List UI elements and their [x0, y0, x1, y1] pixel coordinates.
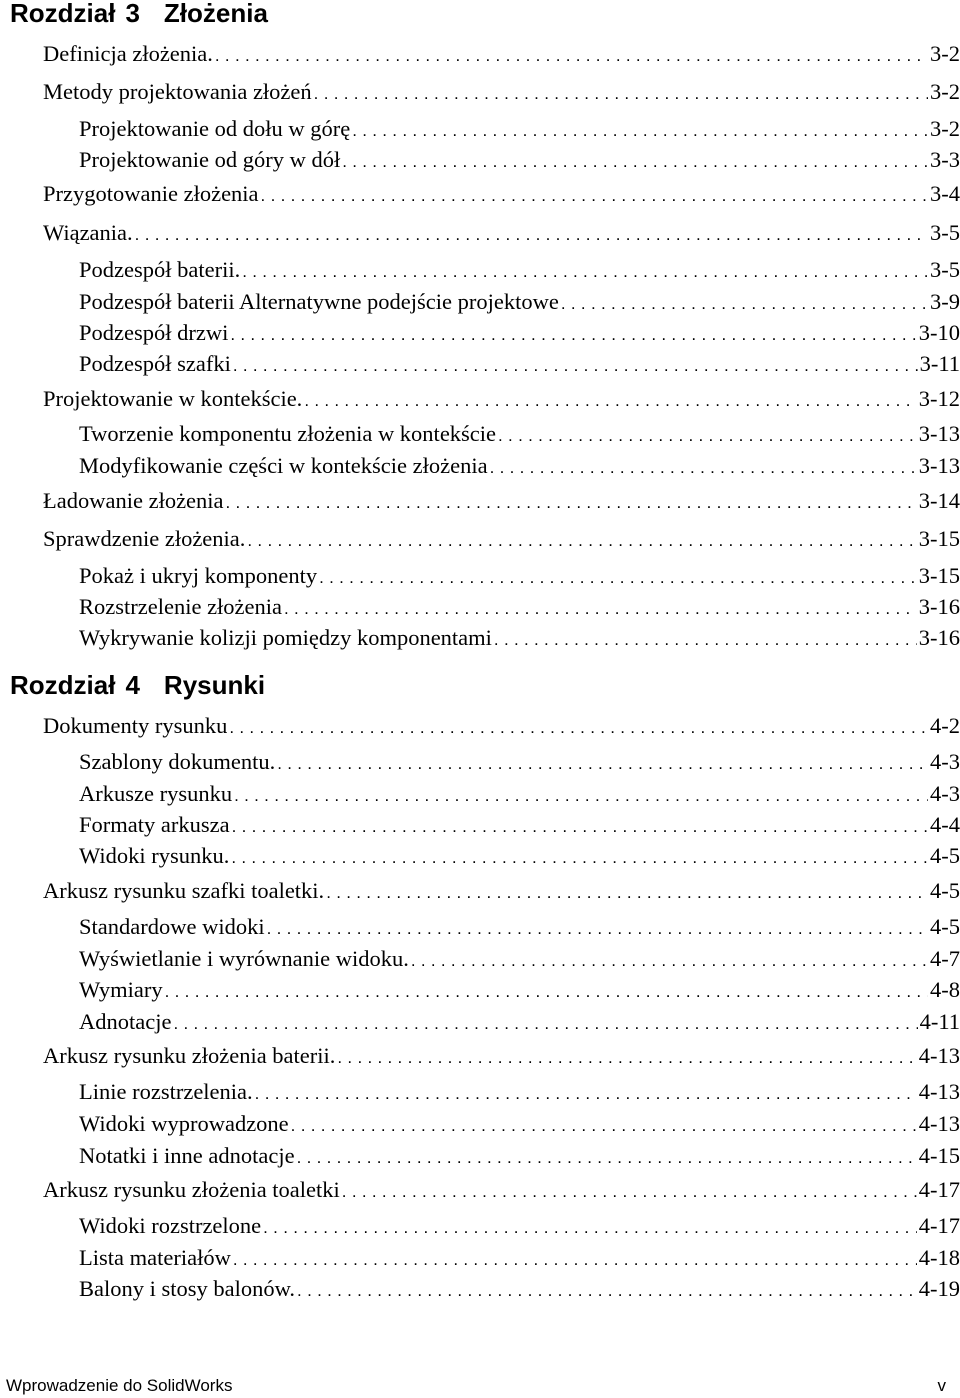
toc-entry[interactable] [79, 319, 960, 349]
footer-book-title: Wprowadzenie do SolidWorks [6, 1376, 233, 1395]
toc-entry-page: 3-3 [930, 147, 960, 172]
toc-entry-label: Podzespół drzwi [79, 320, 229, 345]
toc-entry-label: Lista materiałów [79, 1245, 231, 1270]
toc-entry-page: 4-17 [918, 1213, 960, 1238]
toc-entry[interactable] [79, 1212, 960, 1242]
toc-entry-label: Podzespół baterii Alternatywne podejście projektowe [79, 289, 559, 314]
toc-entry[interactable] [79, 562, 960, 592]
toc-entry[interactable] [79, 624, 960, 654]
toc-entry[interactable] [43, 525, 960, 555]
toc-entry-label: Dokumenty rysunku [43, 713, 228, 738]
dot-leader [263, 1214, 917, 1242]
toc-entry-label: Wyświetlanie i wyrównanie widoku. [79, 946, 409, 971]
toc-entry-page: 3-2 [930, 41, 960, 66]
toc-entry[interactable] [79, 976, 960, 1006]
dot-leader [135, 221, 928, 249]
dot-leader [337, 1044, 916, 1072]
toc-entry-label: Metody projektowania złożeń [43, 79, 312, 104]
toc-entry[interactable] [79, 1244, 960, 1274]
dot-leader [242, 258, 928, 286]
toc-entry-label: Projektowanie od góry w dół [79, 147, 341, 172]
toc-entry-page: 3-15 [918, 563, 960, 588]
toc-entry-label: Adnotacje [79, 1009, 172, 1034]
toc-entry-label: Podzespół baterii. [79, 257, 241, 282]
toc-entry-label: Definicja złożenia. [43, 41, 213, 66]
toc-entry[interactable] [79, 1275, 960, 1305]
toc-entry-label: Tworzenie komponentu złożenia w kontekście [79, 421, 497, 446]
toc-entry-page: 4-13 [918, 1079, 960, 1104]
toc-entry-label: Notatki i inne adnotacje [79, 1143, 295, 1168]
dot-leader [173, 1010, 917, 1038]
toc-entry[interactable] [79, 256, 960, 286]
toc-entry-label: Arkusze rysunku [79, 781, 233, 806]
toc-entry[interactable] [79, 945, 960, 975]
dot-leader [291, 1112, 917, 1140]
dot-leader [165, 978, 928, 1006]
toc-entry-label: Arkusz rysunku szafki toaletki. [43, 878, 325, 903]
toc-entry-label: Wymiary [79, 977, 163, 1002]
toc-entry-label: Szablony dokumentu. [79, 749, 276, 774]
toc-entry-label: Arkusz rysunku złożenia toaletki [43, 1177, 340, 1202]
chapter-title: Złożenia [163, 0, 268, 28]
toc-entry[interactable] [79, 420, 960, 450]
toc-entry-label: Wykrywanie kolizji pomiędzy komponentami [79, 625, 492, 650]
toc-entry-label: Formaty arkusza [79, 812, 230, 837]
toc-entry[interactable] [43, 1176, 960, 1206]
toc-entry-page: 4-13 [918, 1043, 960, 1068]
dot-leader [261, 182, 928, 210]
toc-entry[interactable] [43, 40, 960, 70]
chapter-number: 3 [125, 0, 140, 28]
toc-entry[interactable] [79, 593, 960, 623]
chapter-title: Rysunki [163, 670, 266, 700]
toc-entry-page: 4-11 [919, 1009, 960, 1034]
toc-entry[interactable] [79, 1110, 960, 1140]
toc-entry[interactable] [43, 219, 960, 249]
toc-entry-page: 4-18 [918, 1245, 960, 1270]
toc-entry-label: Projektowanie w kontekście. [43, 386, 303, 411]
dot-leader [231, 844, 928, 872]
dot-leader [267, 915, 928, 943]
toc-entry-label: Projektowanie od dołu w górę [79, 116, 351, 141]
dot-leader [342, 148, 928, 176]
chapter-heading [10, 0, 268, 28]
toc-entry[interactable] [79, 115, 960, 145]
toc-entry-label: Rozstrzelenie złożenia [79, 594, 283, 619]
toc-entry-label: Podzespół szafki [79, 351, 231, 376]
toc-entry-page: 4-3 [930, 749, 960, 774]
toc-entry-page: 3-2 [930, 116, 960, 141]
dot-leader [314, 80, 928, 108]
toc-entry-page: 4-5 [930, 914, 960, 939]
toc-entry[interactable] [43, 180, 960, 210]
toc-entry-label: Widoki wyprowadzone [79, 1111, 289, 1136]
toc-entry-label: Sprawdzenie złożenia. [43, 526, 246, 551]
toc-entry-page: 4-19 [918, 1276, 960, 1301]
dot-leader [229, 714, 928, 742]
toc-entry-page: 4-7 [930, 946, 960, 971]
toc-entry-page: 4-15 [918, 1143, 960, 1168]
dot-leader [498, 422, 917, 450]
toc-entry[interactable] [79, 842, 960, 872]
toc-entry-page: 3-14 [918, 488, 960, 513]
dot-leader [226, 489, 917, 517]
toc-entry-page: 4-5 [930, 878, 960, 903]
chapter-heading [10, 670, 265, 700]
dot-leader [297, 1144, 917, 1172]
toc-entry[interactable] [43, 487, 960, 517]
toc-entry-page: 3-16 [918, 594, 960, 619]
toc-entry-page: 3-11 [919, 351, 960, 376]
dot-leader [215, 42, 928, 70]
toc-entry[interactable] [79, 1142, 960, 1172]
dot-leader [247, 527, 916, 555]
dot-leader [284, 595, 917, 623]
dot-leader [319, 564, 917, 592]
toc-entry-page: 4-2 [930, 713, 960, 738]
dot-leader [326, 879, 928, 907]
toc-entry-page: 3-10 [918, 320, 960, 345]
dot-leader [232, 813, 928, 841]
toc-entry-label: Pokaż i ukryj komponenty [79, 563, 318, 588]
toc-entry-page: 4-4 [930, 812, 960, 837]
toc-entry[interactable] [43, 712, 960, 742]
toc-entry-page: 4-13 [918, 1111, 960, 1136]
toc-entry-label: Standardowe widoki [79, 914, 265, 939]
toc-entry-label: Linie rozstrzelenia. [79, 1079, 253, 1104]
dot-leader [234, 782, 928, 810]
toc-entry-label: Wiązania. [43, 220, 133, 245]
toc-entry-label: Ładowanie złożenia [43, 488, 224, 513]
toc-entry[interactable] [43, 877, 960, 907]
toc-entry-label: Przygotowanie złożenia [43, 181, 259, 206]
toc-entry-label: Balony i stosy balonów. [79, 1276, 296, 1301]
toc-entry[interactable] [79, 780, 960, 810]
toc-entry-page: 3-13 [918, 453, 960, 478]
dot-leader [255, 1080, 917, 1108]
dot-leader [277, 750, 928, 778]
toc-entry[interactable] [79, 452, 960, 482]
toc-entry-label: Widoki rozstrzelone [79, 1213, 262, 1238]
chapter-label: Rozdział [10, 670, 116, 700]
toc-entry[interactable] [79, 913, 960, 943]
toc-entry-label: Arkusz rysunku złożenia baterii. [43, 1043, 336, 1068]
toc-entry-page: 3-5 [930, 220, 960, 245]
toc-entry-page: 4-17 [918, 1177, 960, 1202]
dot-leader [561, 290, 928, 318]
toc-entry[interactable] [79, 1008, 960, 1038]
chapter-number: 4 [125, 670, 140, 700]
toc-entry[interactable] [79, 146, 960, 176]
dot-leader [411, 947, 928, 975]
toc-entry[interactable] [79, 748, 960, 778]
toc-entry-page: 4-8 [930, 977, 960, 1002]
toc-entry[interactable] [79, 288, 960, 318]
toc-entry[interactable] [43, 1042, 960, 1072]
toc-entry[interactable] [79, 811, 960, 841]
toc-entry[interactable] [79, 1078, 960, 1108]
dot-leader [494, 626, 917, 654]
dot-leader [230, 321, 916, 349]
toc-entry[interactable] [43, 385, 960, 415]
toc-entry[interactable] [43, 78, 960, 108]
toc-entry-page: 3-13 [918, 421, 960, 446]
toc-entry-page: 4-5 [930, 843, 960, 868]
toc-entry-page: 3-12 [918, 386, 960, 411]
dot-leader [297, 1277, 917, 1305]
toc-entry-page: 3-15 [918, 526, 960, 551]
dot-leader [304, 387, 916, 415]
toc-entry-page: 3-16 [918, 625, 960, 650]
dot-leader [490, 454, 917, 482]
dot-leader [342, 1178, 917, 1206]
footer-page-number: v [937, 1376, 946, 1395]
dot-leader [352, 117, 928, 145]
toc-entry-page: 3-9 [930, 289, 960, 314]
toc-entry-page: 3-5 [930, 257, 960, 282]
toc-entry-label: Widoki rysunku. [79, 843, 230, 868]
toc-entry-page: 3-2 [930, 79, 960, 104]
dot-leader [233, 352, 918, 380]
toc-entry-page: 4-3 [930, 781, 960, 806]
toc-entry-label: Modyfikowanie części w kontekście złożenia [79, 453, 488, 478]
chapter-label: Rozdział [10, 0, 116, 28]
toc-entry-page: 3-4 [930, 181, 960, 206]
toc-entry[interactable] [79, 350, 960, 380]
dot-leader [233, 1246, 917, 1274]
